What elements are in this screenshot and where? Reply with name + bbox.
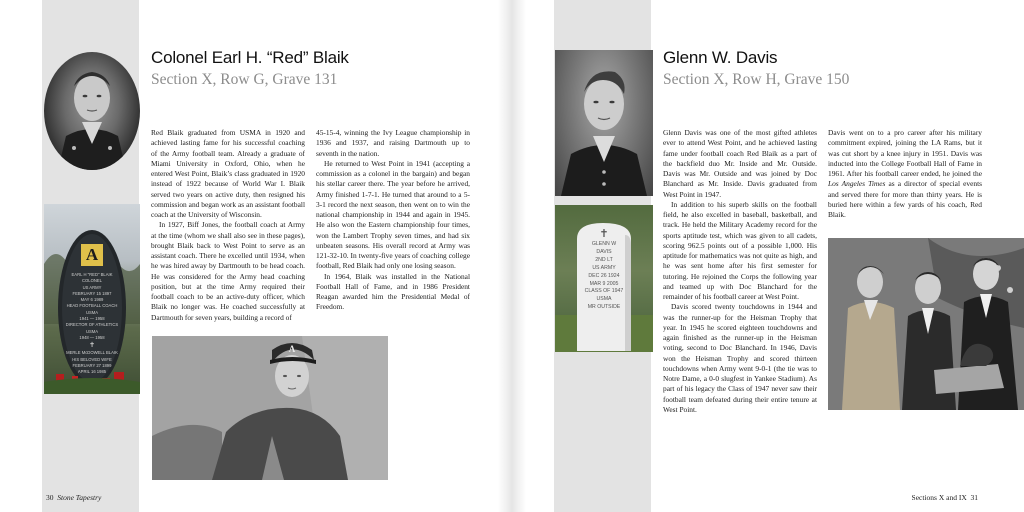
gutter-shadow [498, 0, 512, 512]
paragraph: Red Blaik graduated from USMA in 1920 and achieved lasting fame for his successful coaching of the Army football team. Already a graduate of Miami University in Oxford, Ohio, when he entered West Point, Blaik’s class graduated in 1920 instead of 1922 because of World War I. Blaik served two years on active duty, then resigned his commission and began work as an assistant football coach at the University of Wisconsin. [151, 128, 305, 219]
inscription-line: EARL H "RED" BLAIK [71, 272, 113, 277]
paragraph: He returned to West Point in 1941 (accepting a commission as a colonel in the bargain) and began his stellar career there. The year before he arrived, Army finished 1-7-1. He turned that around to a 5-3-1 record the next season, then went on to win the national championship in 1944 and again in 1945. He also won the Eastern championship four times, won the Lambert Trophy seven times, and had six unbeaten seasons. His overall record at Army was 121-32-10. In twenty-five years of coaching college football, Red Blaik had only one losing season. [316, 158, 470, 271]
inscription-line: 1941 — 1958 [79, 316, 105, 322]
paragraph: Glenn Davis was one of the most gifted athletes ever to attend West Point, and he achieved lasting fame under football coach Red Blaik as a part of the backfield duo Mr. Inside and Mr. Outside. Davis was Mr. Outside and was joined by Doc Blanchard as Mr. Inside. Davis graduated from West Point in 1947. [663, 128, 817, 199]
body-column-2 [828, 128, 982, 220]
paragraph: 45-15-4, winning the Ivy League championship in 1936 and 1937, and raising Dartmouth up to seventh in the nation. [316, 128, 470, 158]
davis-headstone-photo [555, 205, 653, 352]
newspaper-name: Los Angeles Times [828, 179, 886, 189]
grave-location: Section X, Row G, Grave 131 [151, 71, 338, 88]
left-footer [46, 493, 101, 502]
inscription-line: MR OUTSIDE [587, 304, 621, 311]
body-column-1 [663, 128, 817, 415]
paragraph: In 1964, Blaik was installed in the National Football Hall of Fame, and in 1986 President Reagan awarded him the Presidential Medal of Freedom. [316, 271, 470, 312]
inscription-line: HIS BELOVED WIFE [72, 356, 112, 362]
gutter-shadow [512, 0, 526, 512]
paragraph: In addition to his superb skills on the football field, he also excelled in baseball, basketball, and track. He held the Military Academy record for the sports aptitude test, which was given to all cadets, scoring 962.5 points out of a possible 1,000. His aptitude for mathematics was not quite as high, and he was sent home after his first semester for tutoring. He rejoined the Corps the following year and teamed up with Doc Blanchard for the remainder of his football career at West Point. [663, 199, 817, 301]
paragraph: Davis scored twenty touchdowns in 1944 and was the runner-up for the Heisman Trophy that year. In 1945 he scored eighteen touchdowns and again finished as the runner-up in the Heisman voting, second to Doc Blanchard. In 1946, Davis won the Heisman Trophy and scored thirteen touchdowns when Army went 9-0-1 (the tie was to Notre Dame, a 0-0 slugfest in Yankee Stadium). As part of his legacy the Class of 1947 never saw their football team defeated during their entire tenure at West Point. [663, 302, 817, 414]
inscription-line: CLASS OF 1947 [584, 288, 624, 295]
davis-inscription [577, 227, 631, 312]
headstone-army-letter: A [81, 244, 103, 266]
inscription-line: HEAD FOOTBALL COACH USMA [66, 303, 118, 315]
inscription-line: MAY 6 1989 [80, 297, 104, 303]
book-title: Stone Tapestry [57, 493, 102, 502]
inscription-line: APRIL 16 1985 [77, 369, 107, 375]
inscription-line: DEC 26 1924 [588, 272, 620, 279]
headstone-inscription [64, 272, 120, 375]
inscription-line: MAR 9 2005 [589, 280, 619, 287]
text-run: as a director of special events and served there for more than thirty years. He is buried here within a few yards of his coach, Red Blaik. [828, 179, 983, 219]
heisman-group-figures [828, 238, 1024, 410]
cap-letter: A [288, 344, 296, 354]
inscription-cross: ✝ [599, 228, 609, 240]
paragraph: In 1927, Biff Jones, the football coach at Army at the time (whom we shall also see in these pages), brought Blaik back to West Point to serve as an assistant coach. There he excelled until 1934, when he was hired away by Dartmouth to be head coach. He was considered for the Army head coaching position, but at the time Army required their football coach to be an active-duty officer, which Blaik no longer was. He coached successfully at Dartmouth for seven years, building a record of [151, 220, 305, 322]
coach-figure [152, 336, 388, 480]
inscription-line: 2ND LT [595, 256, 613, 263]
grave-location: Section X, Row H, Grave 150 [663, 71, 850, 88]
inscription-line: FEBRUARY 15 1897 [72, 290, 112, 296]
inscription-line: DIRECTOR OF ATHLETICS USMA [65, 322, 119, 334]
section-label: Sections X and IX [911, 493, 967, 502]
blaik-coaching-photo [152, 336, 388, 480]
body-column-1 [151, 128, 305, 323]
inscription-line: FEBRUARY 27 1899 [72, 362, 112, 368]
right-page [512, 0, 1024, 512]
inscription-cross: ✝ [89, 342, 95, 350]
davis-portrait-photo [555, 50, 653, 196]
inscription-line: GLENN W [591, 241, 617, 247]
inscription-line: USMA [596, 296, 612, 303]
inscription-line: MERLE McDOWELL BLAIK [66, 350, 118, 356]
page-number: 30 [46, 493, 54, 502]
right-footer [912, 493, 978, 502]
paragraph [828, 128, 982, 220]
blaik-headstone-photo [44, 204, 140, 394]
inscription-line: US ARMY [592, 264, 616, 271]
page-title: Glenn W. Davis [663, 48, 778, 67]
blaik-portrait-figure [44, 52, 140, 170]
inscription-line: US ARMY [82, 284, 102, 290]
page-number: 31 [970, 493, 978, 502]
inscription-line: DAVIS [596, 248, 612, 255]
blaik-portrait-photo [44, 52, 140, 170]
body-column-2 [316, 128, 470, 313]
inscription-line: 1948 — 1958 [79, 334, 105, 340]
text-run: Davis went on to a pro career after his military commitment expired, joining the LA Rams, but it was cut short by a knee injury in 1951. Davis was inducted into the College Football Hall of Fame in 1961. After his football career ended, he joined the [828, 128, 982, 178]
davis-portrait-figure [555, 50, 653, 196]
heisman-presentation-photo [828, 238, 1024, 410]
page-title: Colonel Earl H. “Red” Blaik [151, 48, 349, 67]
inscription-line: COLONEL [81, 278, 102, 284]
